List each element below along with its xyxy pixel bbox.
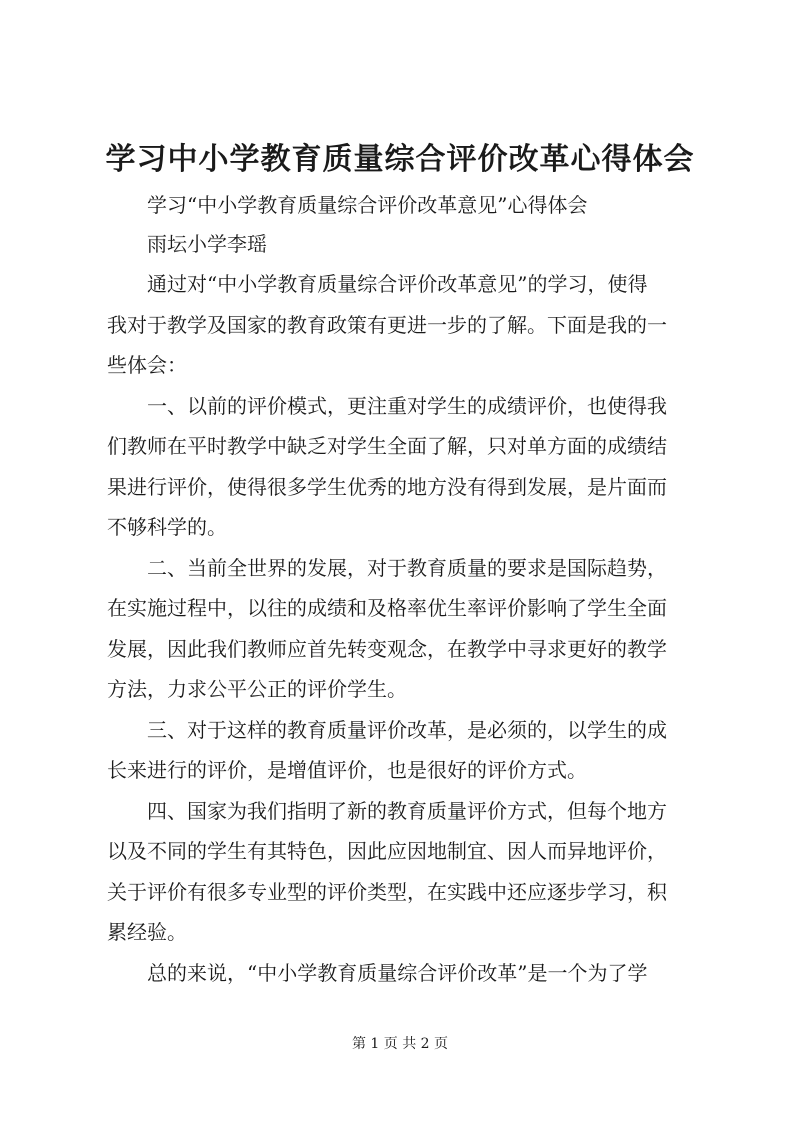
paragraph-two-line-1: 二、当前全世界的发展，对于教育质量的要求是国际趋势，: [147, 556, 667, 580]
paragraph-intro-line-3: 些体会：: [107, 353, 187, 377]
paragraph-four-line-2: 以及不同的学生有其特色，因此应因地制宜、因人而异地评价，: [107, 839, 667, 863]
paragraph-one-line-1: 一、以前的评价模式，更注重对学生的成绩评价，也使得我: [147, 394, 667, 418]
page-number-footer: 第 1 页 共 2 页: [351, 1036, 449, 1052]
paragraph-three-line-2: 长来进行的评价，是增值评价，也是很好的评价方式。: [107, 758, 587, 782]
paragraph-one-line-3: 果进行评价，使得很多学生优秀的地方没有得到发展，是片面而: [107, 475, 667, 499]
paragraph-two-line-3: 发展，因此我们教师应首先转变观念，在教学中寻求更好的教学: [107, 637, 667, 661]
paragraph-one-line-2: 们教师在平时教学中缺乏对学生全面了解，只对单方面的成绩结: [107, 434, 667, 458]
paragraph-two-line-4: 方法，力求公平公正的评价学生。: [107, 677, 407, 701]
subtitle-line: 学习“中小学教育质量综合评价改革意见”心得体会: [147, 193, 588, 217]
paragraph-one-line-4: 不够科学的。: [107, 515, 227, 539]
paragraph-four-line-4: 累经验。: [107, 920, 187, 944]
author-line: 雨坛小学李瑶: [147, 232, 267, 256]
paragraph-intro-line-2: 我对于教学及国家的教育政策有更进一步的了解。下面是我的一: [107, 313, 667, 337]
document-title: 学习中小学教育质量综合评价改革心得体会: [105, 142, 695, 177]
paragraph-three-line-1: 三、对于这样的教育质量评价改革，是必须的，以学生的成: [147, 718, 667, 742]
paragraph-two-line-2: 在实施过程中，以往的成绩和及格率优生率评价影响了学生全面: [107, 596, 667, 620]
paragraph-intro-line-1: 通过对“中小学教育质量综合评价改革意见”的学习，使得: [147, 272, 648, 296]
paragraph-four-line-3: 关于评价有很多专业型的评价类型，在实践中还应逐步学习，积: [107, 880, 667, 904]
paragraph-summary-line-1: 总的来说，“中小学教育质量综合评价改革”是一个为了学: [147, 961, 648, 985]
paragraph-four-line-1: 四、国家为我们指明了新的教育质量评价方式，但每个地方: [147, 799, 667, 823]
